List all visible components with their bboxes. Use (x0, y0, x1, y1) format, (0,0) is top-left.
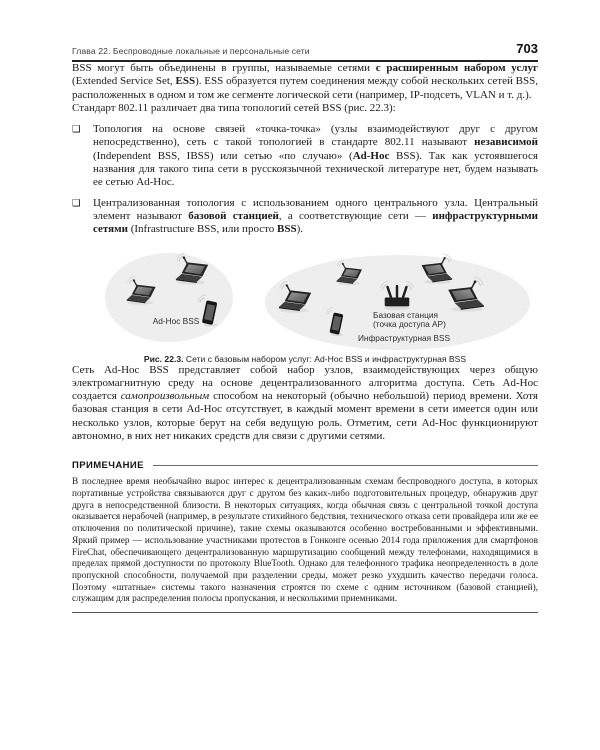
topology-list (72, 123, 538, 236)
figure-22-3 (72, 247, 538, 364)
paragraph-adhoc-description: Сеть Ad-Hoc BSS представляет собой набор узлов, взаимодействующих через общую электромагнитную среду на основе децентрализованного алгоритма доступа. Сеть Ad-Hoc создается самопроизвольным способом на некоторый (обычно небольшой) период времени. Хотя базовая станция в сети Ad-Hoc отсутствует, в каждый момент времени в сети имеется один или несколько узлов, которые берут на себя ведущую роль. Отметим, сети Ad-Hoc функционируют автономно, в них нет никаких средств для связи с другими сетями. (72, 363, 538, 443)
paragraph-standard: Стандарт 802.11 различает два типа топологий сетей BSS (рис. 22.3): (72, 101, 396, 114)
base-station-label-line1: Базовая станция (373, 309, 438, 320)
list-item-text: Централизованная топология с использованием одного центрального узла. Центральный элемент называют базовой станцией, а соответствующие сети — инфраструктурными сетями (Infrastructure BSS, или просто BSS). (93, 196, 539, 236)
running-title: Глава 22. Беспроводные локальные и персональные сети (72, 46, 310, 56)
note-header (72, 460, 538, 471)
laptop-icon (277, 283, 315, 314)
list-item-text: Топология на основе связей «точка-точка» (узлы взаимодействуют друг с другом непосредственно), сеть с такой топологией в стандарте 802.11 называют независимой (Independent BSS, IBSS) или сетью «по случаю» (Ad-Hoc BSS). Так как устоявшегося названия для такого типа сети в русскоязычной технической литературе нет, будем называть ее сетью Ad-Hoc. (93, 123, 538, 189)
adhoc-network-label: Ad-Hoc BSS (152, 315, 200, 326)
note-rule (153, 465, 538, 466)
laptop-icon (174, 255, 212, 286)
page-number: 703 (516, 41, 538, 56)
figure-canvas (72, 247, 538, 351)
note-body: В последнее время необычайно вырос интерес к децентрализованным схемам беспроводного доступа, в которых портативные устройства связываются друг с другом без каких-либо подготовительных процедур, обнаружив друг друга в непосредственной близости. В некоторых ситуациях, когда обычная связь с центральной точкой доступа оказывается нерабочей (например, в результате стихийного бедствия, технического отказа сети провайдера или же ее отключения по политической причине), такие схемы оказываются особенно востребованными и эффективными. Яркий пример — использование участниками протестов в Гонконге осенью 2014 года приложения для смартфонов FireChat, обеспечивающего децентрализованную маршрутизацию сообщений между телефонами, находящимися в пределах прямой доступности по протоколу BlueTooth. Однако для телефонного трафика неопределенность в доле пропускной способности, получаемой при разделении среды, может резко ухудшить качество передачи голоса. Поэтому «штатные» системы такого назначения строятся по схеме с одним источником (базовой станцией), служащим для распределения полосы пропускания, и несколькими приемниками. (72, 477, 538, 613)
laptop-icon (335, 262, 365, 286)
access-point-icon (380, 282, 414, 311)
list-item-centralized-topology (72, 197, 538, 237)
note-heading: ПРИМЕЧАНИЕ (72, 460, 144, 472)
paragraph-ess: BSS могут быть объединены в группы, называемые сетями с расширенным набором услуг (Extended Service Set, ESS). ESS образуется путем соединения между собой нескольких сетей BSS, расположенных в одном и том же сегменте логической сети (например, IP-подсеть, VLAN и т. д.). (72, 62, 538, 101)
note-section (72, 460, 538, 613)
laptop-icon (125, 278, 159, 306)
base-station-label (373, 311, 446, 330)
base-station-label-line2: (точка доступа AP) (373, 319, 446, 330)
infrastructure-network-label: Инфраструктурная BSS (357, 332, 451, 343)
page-content (72, 0, 538, 613)
smartphone-icon (326, 309, 344, 337)
list-item-adhoc-topology (72, 123, 538, 189)
page-header (72, 41, 538, 62)
figure-caption: Рис. 22.3. Сети с базовым набором услуг: Ad-Hoc BSS и инфраструктурная BSS (143, 353, 467, 364)
bullet-square-icon: ❑ (72, 197, 81, 209)
bullet-square-icon: ❑ (72, 124, 81, 136)
laptop-icon (444, 279, 486, 313)
